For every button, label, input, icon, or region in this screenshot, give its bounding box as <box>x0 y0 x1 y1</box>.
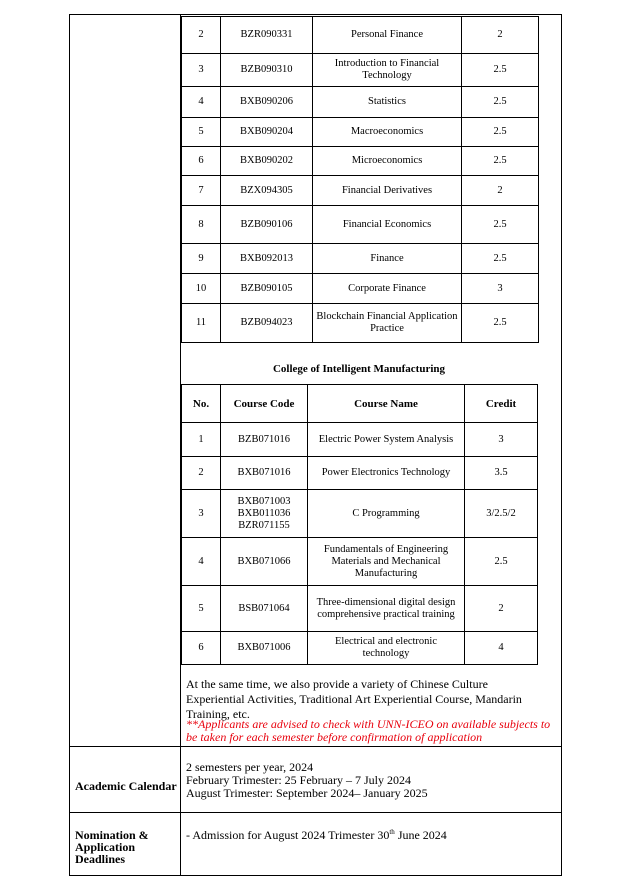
cell-credit: 2.5 <box>462 206 539 244</box>
calendar-line-3: August Trimester: September 2024– January 2025 <box>186 786 428 800</box>
table-row <box>182 274 539 304</box>
cell-course-code: BZB090310 <box>221 54 313 87</box>
cell-credit: 2.5 <box>462 118 539 147</box>
cell-credit: 3/2.5/2 <box>465 490 538 538</box>
cell-course-name: Blockchain Financial Application Practice <box>313 304 462 343</box>
table-row <box>182 147 539 176</box>
table-row <box>182 423 538 457</box>
cell-course-name: Financial Derivatives <box>313 176 462 206</box>
cell-credit: 2.5 <box>462 244 539 274</box>
cell-course-name: Power Electronics Technology <box>308 457 465 490</box>
table-row <box>182 457 538 490</box>
cell-no: 5 <box>182 118 221 147</box>
cell-course-code: BXB090204 <box>221 118 313 147</box>
deadlines-section-top-border <box>69 812 562 813</box>
cell-no: 2 <box>182 457 221 490</box>
deadlines-text <box>186 828 447 843</box>
calendar-section-top-border <box>69 746 562 747</box>
cell-course-code: BXB092013 <box>221 244 313 274</box>
extra-activities-paragraph: At the same time, we also provide a variety of Chinese Culture Experiential Activities, Traditional Art Experiential Course, Mandarin Training, etc. <box>186 677 522 721</box>
cell-course-name: Financial Economics <box>313 206 462 244</box>
college-title: College of Intelligent Manufacturing <box>272 363 445 375</box>
cell-course-code: BZX094305 <box>221 176 313 206</box>
cell-no: 4 <box>182 538 221 586</box>
header-credit: Credit <box>465 385 538 423</box>
cell-no: 3 <box>182 490 221 538</box>
cell-course-name: Electrical and electronic technology <box>308 632 465 665</box>
table-row <box>182 206 539 244</box>
cell-course-name: Microeconomics <box>313 147 462 176</box>
header-course-code: Course Code <box>221 385 308 423</box>
cell-credit: 2 <box>462 17 539 54</box>
cell-course-name: Statistics <box>313 87 462 118</box>
cell-course-code: BXB071016 <box>221 457 308 490</box>
table-row <box>182 87 539 118</box>
cell-course-code: BXB090206 <box>221 87 313 118</box>
cell-course-code: BZB090105 <box>221 274 313 304</box>
table-row <box>182 490 538 538</box>
header-course-name: Course Name <box>308 385 465 423</box>
upper-course-table <box>181 16 539 343</box>
cell-credit: 3.5 <box>465 457 538 490</box>
cell-no: 7 <box>182 176 221 206</box>
deadline-text-start: - Admission for August 2024 Trimester 30 <box>186 828 390 842</box>
cell-course-name: Introduction to Financial Technology <box>313 54 462 87</box>
applicant-note: **Applicants are advised to check with UNN-ICEO on available subjects to be taken for each semester before confirmation of application <box>186 717 551 744</box>
cell-course-code: BZB071016 <box>221 423 308 457</box>
table-row <box>182 17 539 54</box>
cell-course-name: Personal Finance <box>313 17 462 54</box>
cell-credit: 2.5 <box>462 54 539 87</box>
table-row <box>182 632 538 665</box>
cell-credit: 4 <box>465 632 538 665</box>
cell-course-code: BXB071006 <box>221 632 308 665</box>
cell-no: 6 <box>182 632 221 665</box>
table-row <box>182 244 539 274</box>
academic-calendar-label: Academic Calendar <box>75 779 177 793</box>
cell-credit: 2.5 <box>465 538 538 586</box>
cell-course-code: BZB090106 <box>221 206 313 244</box>
cell-course-name: Macroeconomics <box>313 118 462 147</box>
cell-course-code: BZB094023 <box>221 304 313 343</box>
cell-no: 1 <box>182 423 221 457</box>
cell-credit: 2.5 <box>462 87 539 118</box>
cell-course-code: BXB071003 BXB011036 BZR071155 <box>221 490 308 538</box>
cell-course-code: BXB071066 <box>221 538 308 586</box>
academic-calendar-details <box>186 761 428 800</box>
cell-course-name: Three-dimensional digital design comprehensive practical training <box>308 586 465 632</box>
cell-course-code: BZR090331 <box>221 17 313 54</box>
cell-no: 8 <box>182 206 221 244</box>
deadline-text-end: June 2024 <box>394 828 447 842</box>
cell-no: 10 <box>182 274 221 304</box>
table-row <box>182 538 538 586</box>
cell-no: 3 <box>182 54 221 87</box>
cell-no: 6 <box>182 147 221 176</box>
table-row <box>182 304 539 343</box>
cell-no: 9 <box>182 244 221 274</box>
calendar-line-2: February Trimester: 25 February – 7 July 2024 <box>186 773 411 787</box>
cell-no: 4 <box>182 87 221 118</box>
cell-no: 5 <box>182 586 221 632</box>
cell-course-code: BXB090202 <box>221 147 313 176</box>
cell-course-name: Fundamentals of Engineering Materials and Mechanical Manufacturing <box>308 538 465 586</box>
cell-course-code: BSB071064 <box>221 586 308 632</box>
cell-credit: 2.5 <box>462 304 539 343</box>
cell-credit: 2 <box>465 586 538 632</box>
header-no: No. <box>182 385 221 423</box>
intelligent-manufacturing-table <box>181 384 538 665</box>
calendar-line-1: 2 semesters per year, 2024 <box>186 760 314 774</box>
table-row <box>182 586 538 632</box>
cell-course-name: Finance <box>313 244 462 274</box>
table-row <box>182 54 539 87</box>
deadline-ordinal-suffix: th <box>389 828 395 836</box>
cell-course-name: Corporate Finance <box>313 274 462 304</box>
cell-no: 11 <box>182 304 221 343</box>
table-header-row <box>182 385 538 423</box>
cell-course-name: Electric Power System Analysis <box>308 423 465 457</box>
cell-course-name: C Programming <box>308 490 465 538</box>
cell-credit: 3 <box>465 423 538 457</box>
cell-credit: 2.5 <box>462 147 539 176</box>
cell-no: 2 <box>182 17 221 54</box>
table-row <box>182 176 539 206</box>
cell-credit: 3 <box>462 274 539 304</box>
deadlines-label: Nomination & Application Deadlines <box>75 828 149 866</box>
table-row <box>182 118 539 147</box>
cell-credit: 2 <box>462 176 539 206</box>
